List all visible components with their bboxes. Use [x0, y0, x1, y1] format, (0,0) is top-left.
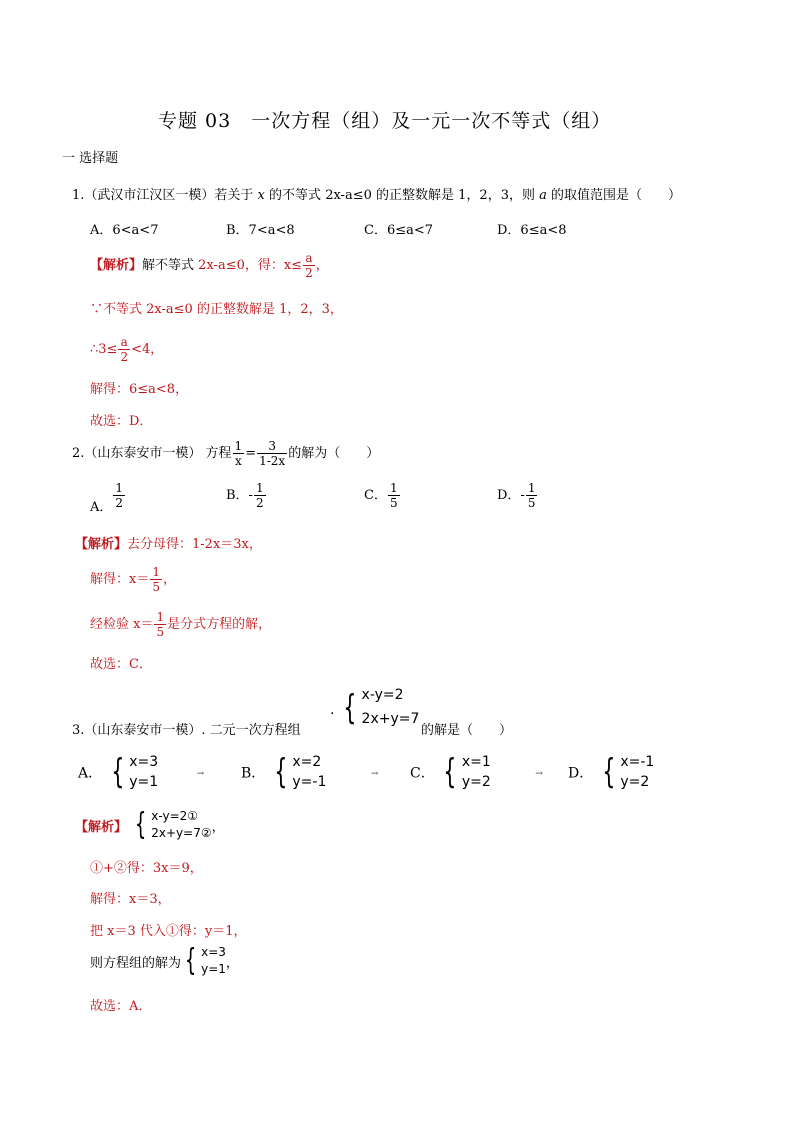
fraction: [154, 611, 166, 638]
q1-text: 解不等式: [142, 258, 195, 273]
punct: ，: [162, 572, 176, 587]
question-1-stem: [72, 184, 681, 203]
equation-system: [131, 808, 211, 843]
fraction: [303, 252, 315, 279]
frac-den: 5: [156, 625, 165, 639]
q1-text: 2x-a≤0，得：x≤: [198, 258, 303, 273]
frac-num: 3: [257, 440, 287, 454]
q1-analysis-line4: 解得：6≤a<8，: [90, 382, 189, 397]
q2-analysis-line1: [75, 533, 262, 552]
system-line: x=1: [461, 754, 491, 770]
analysis-tag: 【解析】: [75, 819, 128, 835]
frac-den: 2: [120, 350, 129, 364]
q3-analysis-line5: [90, 944, 239, 979]
system-line: x-y=2①: [151, 809, 199, 823]
q2-text: 解得：x＝: [90, 572, 150, 587]
brace-icon: {: [274, 752, 288, 793]
q3-analysis-line6: 故选：A．: [90, 999, 152, 1014]
q2-analysis-line4: 故选：C．: [90, 657, 152, 672]
q3-analysis-line4: 把 x＝3 代入①得：y＝1，: [90, 924, 247, 939]
q2-text: 经检验 x＝: [90, 617, 154, 632]
punct: ，: [315, 258, 329, 273]
system-line: y=2: [461, 774, 491, 791]
frac-den: 2: [255, 496, 264, 510]
q1-var-x: x: [257, 188, 265, 203]
frac-num: 1: [152, 565, 160, 579]
page-title: 专题 03 一次方程（组）及一元一次不等式（组）: [158, 110, 612, 132]
frac-num: a: [303, 252, 315, 266]
frac-num: 1: [389, 481, 398, 495]
q2-option-d[interactable]: [497, 482, 538, 509]
system-line: x=2: [292, 754, 322, 770]
system-line: 2x+y=7: [361, 710, 420, 727]
equation-system: [270, 752, 327, 793]
fraction: [526, 482, 538, 509]
option-label: A．: [78, 765, 103, 782]
arrow-icon: →: [535, 769, 543, 780]
q1-stem-part: 1.（武汉市江汉区一模）若关于: [72, 188, 254, 203]
arrow-icon: →: [370, 769, 379, 780]
system-line: y=-1: [292, 774, 327, 791]
system-line: x=3: [201, 945, 226, 959]
q3-option-b[interactable]: [241, 752, 378, 793]
q1-stem-part: 的正整数解是 1，2，3，则: [376, 188, 535, 203]
analysis-tag: 【解析】: [90, 258, 143, 273]
q1-option-c[interactable]: C．6≤a<7: [364, 223, 434, 238]
q1-var-a: a: [539, 188, 547, 203]
system-line: y=2: [620, 774, 650, 791]
arrow-icon: →: [196, 769, 205, 780]
equation-system: [598, 752, 655, 793]
option-label: A．: [90, 500, 113, 515]
option-label: C．: [364, 488, 387, 503]
q1-text: <4，: [131, 342, 164, 357]
frac-num: a: [118, 336, 130, 350]
q2-option-a[interactable]: [90, 481, 126, 515]
q3-option-c[interactable]: [410, 752, 543, 793]
q1-analysis-line1: [90, 252, 329, 279]
option-label: B．: [241, 765, 266, 782]
q2-analysis-line2: [90, 566, 176, 593]
q3-analysis-line2: ①+②得：3x＝9，: [90, 861, 203, 876]
equation-system: [339, 684, 420, 732]
fraction: [233, 440, 245, 467]
q1-stem-part: 的取值范围是（ ）: [551, 188, 682, 203]
q3-option-d[interactable]: [568, 752, 654, 793]
frac-num: 1: [156, 610, 165, 624]
question-3-stem-end: 的解是（ ）: [421, 723, 513, 738]
brace-icon: {: [343, 687, 357, 728]
frac-den: 5: [389, 496, 398, 510]
q3-text: 则方程组的解为: [90, 955, 182, 971]
q3-analysis-line3: 解得：x＝3，: [90, 892, 171, 907]
brace-icon: {: [602, 752, 615, 793]
system-line: x-y=2: [361, 687, 404, 703]
fraction: [388, 482, 400, 509]
dot-mark: ·: [330, 705, 335, 722]
frac-den: 1-2x: [259, 454, 286, 468]
q2-stem-part: 的解为（ ）: [288, 446, 380, 461]
q2-stem-part: 2.（山东泰安市一模） 方程: [72, 446, 232, 461]
q1-analysis-line5: 故选：D．: [90, 414, 153, 429]
q1-option-d[interactable]: D．6≤a<8: [497, 223, 567, 238]
brace-icon: {: [110, 752, 124, 793]
fraction: [118, 336, 130, 363]
frac-den: 2: [115, 496, 124, 510]
frac-den: 2: [305, 266, 313, 280]
q3-option-a[interactable]: [78, 752, 204, 793]
fraction: [113, 482, 125, 509]
frac-num: 1: [255, 481, 264, 495]
system-line: y=1: [201, 962, 226, 977]
fraction: [257, 440, 287, 467]
q1-analysis-line2: ∵不等式 2x-a≤0 的正整数解是 1，2，3，: [90, 302, 343, 317]
system-line: x=3: [129, 754, 159, 770]
equation-system: [439, 752, 491, 793]
q2-text: 是分式方程的解，: [167, 617, 272, 632]
system-line: x=-1: [620, 754, 655, 770]
fraction: [150, 566, 162, 593]
q1-text: ∴3≤: [90, 342, 118, 357]
q2-option-c[interactable]: [364, 482, 401, 509]
system-line: y=1: [129, 774, 159, 791]
q1-option-b[interactable]: B．7<a<8: [226, 223, 295, 238]
brace-icon: {: [134, 807, 147, 843]
equals-sign: =: [245, 446, 257, 461]
brace-icon: {: [443, 752, 457, 793]
section-heading: 一 选择题: [62, 151, 119, 166]
option-label: B．-: [226, 488, 253, 503]
option-label: D．-: [497, 488, 525, 503]
q3-system: [330, 684, 419, 732]
equation-system: [107, 752, 159, 793]
option-label: D．: [568, 765, 594, 782]
question-3-stem-text: 3.（山东泰安市一模）. 二元一次方程组: [72, 723, 301, 738]
q1-analysis-line3: [90, 336, 163, 363]
punct: ，: [211, 819, 225, 835]
frac-num: 1: [234, 439, 243, 453]
q3-analysis-line1: [75, 808, 225, 843]
fraction: [254, 482, 266, 509]
q2-analysis-line3: [90, 611, 271, 638]
frac-den: 5: [527, 496, 536, 510]
q2-text: 去分母得：1-2x＝3x，: [127, 537, 262, 552]
question-2-stem: [72, 440, 379, 467]
equation-system: [181, 944, 226, 979]
q1-expression: 2x-a≤0: [325, 188, 372, 203]
frac-den: 5: [152, 580, 160, 594]
q2-option-b[interactable]: [226, 482, 267, 509]
option-label: C．: [410, 765, 435, 782]
q1-stem-part: 的不等式: [269, 188, 322, 203]
punct: ，: [225, 955, 239, 971]
analysis-tag: 【解析】: [75, 537, 128, 552]
q1-option-a[interactable]: A．6<a<7: [90, 223, 159, 238]
frac-num: 1: [115, 481, 124, 495]
brace-icon: {: [184, 943, 197, 979]
frac-num: 1: [527, 481, 536, 495]
system-line: 2x+y=7②: [151, 826, 212, 841]
frac-den: x: [234, 454, 242, 468]
